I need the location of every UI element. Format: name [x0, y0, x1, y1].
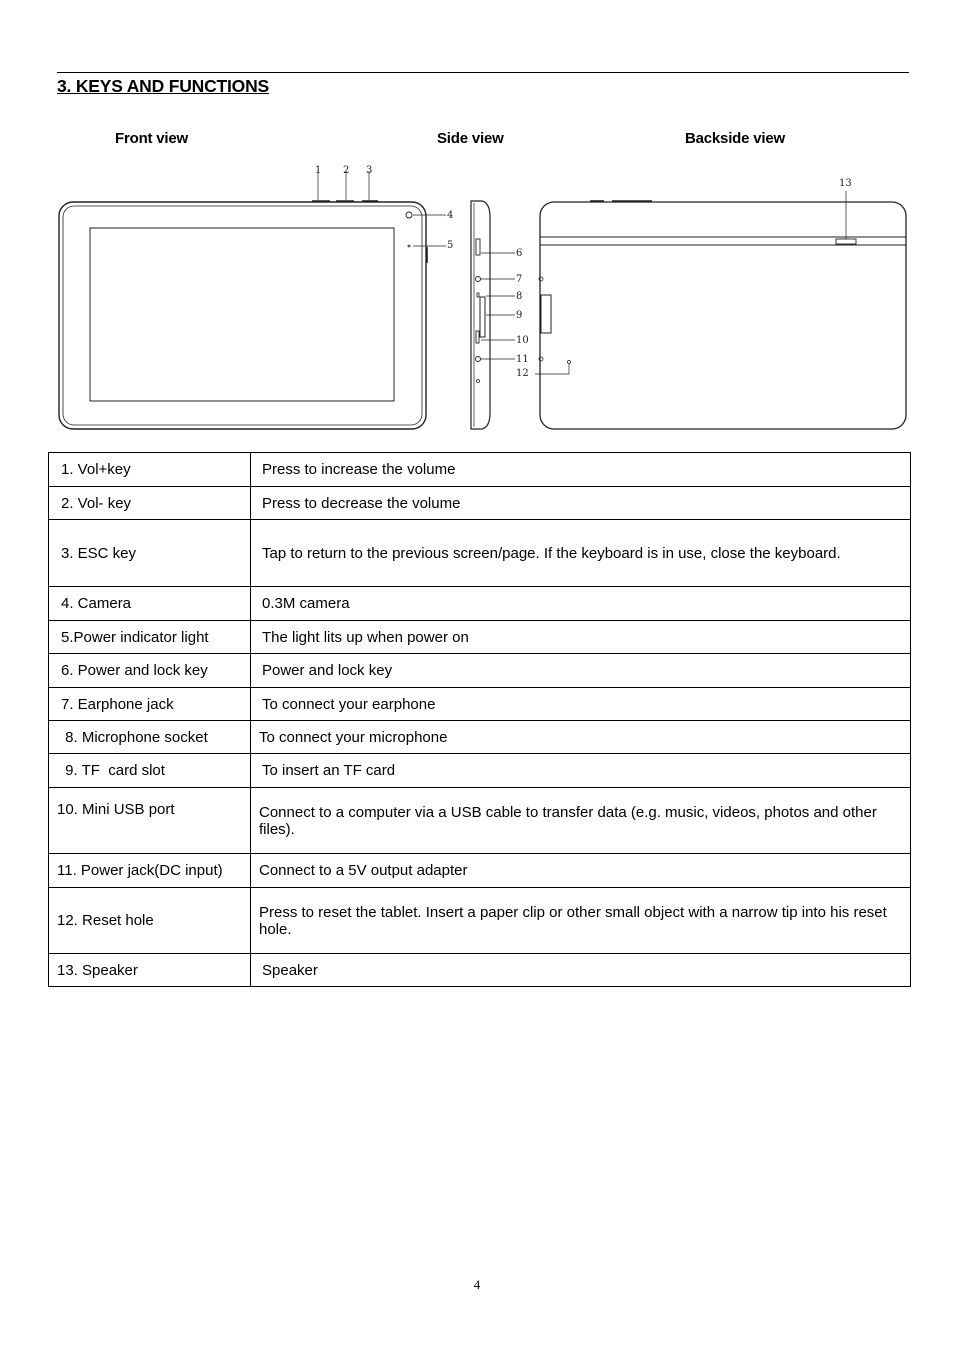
table-row: [49, 520, 911, 587]
table-row: [49, 688, 911, 721]
callout-2: 2: [343, 165, 350, 176]
callout-3: 3: [366, 165, 373, 176]
section-title: 3. KEYS AND FUNCTIONS: [57, 76, 269, 96]
key-description: 0.3M camera: [251, 587, 911, 621]
table-row: [49, 721, 911, 754]
header-rule: [57, 72, 909, 73]
key-description: Press to decrease the volume: [251, 487, 911, 520]
keys-table: [48, 452, 911, 987]
key-description: To connect your earphone: [251, 688, 911, 721]
key-name: 1. Vol+key: [49, 453, 251, 487]
key-description: Tap to return to the previous screen/page. If the keyboard is in use, close the keyboard.: [251, 520, 911, 587]
key-description: The light lits up when power on: [251, 621, 911, 654]
key-description: Speaker: [251, 954, 911, 987]
front-view-drawing: [59, 171, 446, 429]
table-row: [49, 487, 911, 520]
callout-5: 5: [447, 240, 454, 251]
key-name: 3. ESC key: [49, 520, 251, 587]
table-row: [49, 888, 911, 954]
table-row: [49, 621, 911, 654]
callout-1: 1: [315, 165, 322, 176]
table-row: [49, 754, 911, 788]
key-name: 10. Mini USB port: [49, 788, 251, 854]
key-name: 12. Reset hole: [49, 888, 251, 954]
backside-view-drawing: [535, 191, 906, 429]
table-row: [49, 854, 911, 888]
key-description: Press to increase the volume: [251, 453, 911, 487]
key-description: Connect to a computer via a USB cable to transfer data (e.g. music, videos, photos and other files).: [251, 788, 911, 854]
callout-6: 6: [516, 248, 523, 259]
key-description: To connect your microphone: [251, 721, 911, 754]
callout-10: 10: [516, 335, 529, 346]
table-row: [49, 788, 911, 854]
key-name: 6. Power and lock key: [49, 654, 251, 688]
key-name: 7. Earphone jack: [49, 688, 251, 721]
key-name: 4. Camera: [49, 587, 251, 621]
callout-7: 7: [516, 274, 523, 285]
backside-view-label: Backside view: [685, 130, 785, 147]
table-row: [49, 587, 911, 621]
key-name: 2. Vol- key: [49, 487, 251, 520]
callout-9: 9: [516, 310, 523, 321]
key-name: 5.Power indicator light: [49, 621, 251, 654]
key-name: 11. Power jack(DC input): [49, 854, 251, 888]
key-description: To insert an TF card: [251, 754, 911, 788]
callout-12: 12: [516, 368, 529, 379]
side-view-drawing: [471, 201, 515, 429]
key-name: 8. Microphone socket: [49, 721, 251, 754]
device-diagram-svg: [0, 155, 954, 440]
key-name: 9. TF card slot: [49, 754, 251, 788]
device-diagram: [0, 155, 954, 440]
side-view-label: Side view: [437, 130, 504, 147]
key-name: 13. Speaker: [49, 954, 251, 987]
key-description: Press to reset the tablet. Insert a paper clip or other small object with a narrow tip into his reset hole.: [251, 888, 911, 954]
key-description: Power and lock key: [251, 654, 911, 688]
key-description: Connect to a 5V output adapter: [251, 854, 911, 888]
front-view-label: Front view: [115, 130, 189, 147]
table-row: [49, 954, 911, 987]
table-row: [49, 453, 911, 487]
callout-4: 4: [447, 210, 454, 221]
callout-13: 13: [839, 178, 852, 189]
callout-11: 11: [516, 354, 529, 365]
page-number: 4: [473, 1277, 481, 1292]
table-row: [49, 654, 911, 688]
callout-8: 8: [516, 291, 523, 302]
